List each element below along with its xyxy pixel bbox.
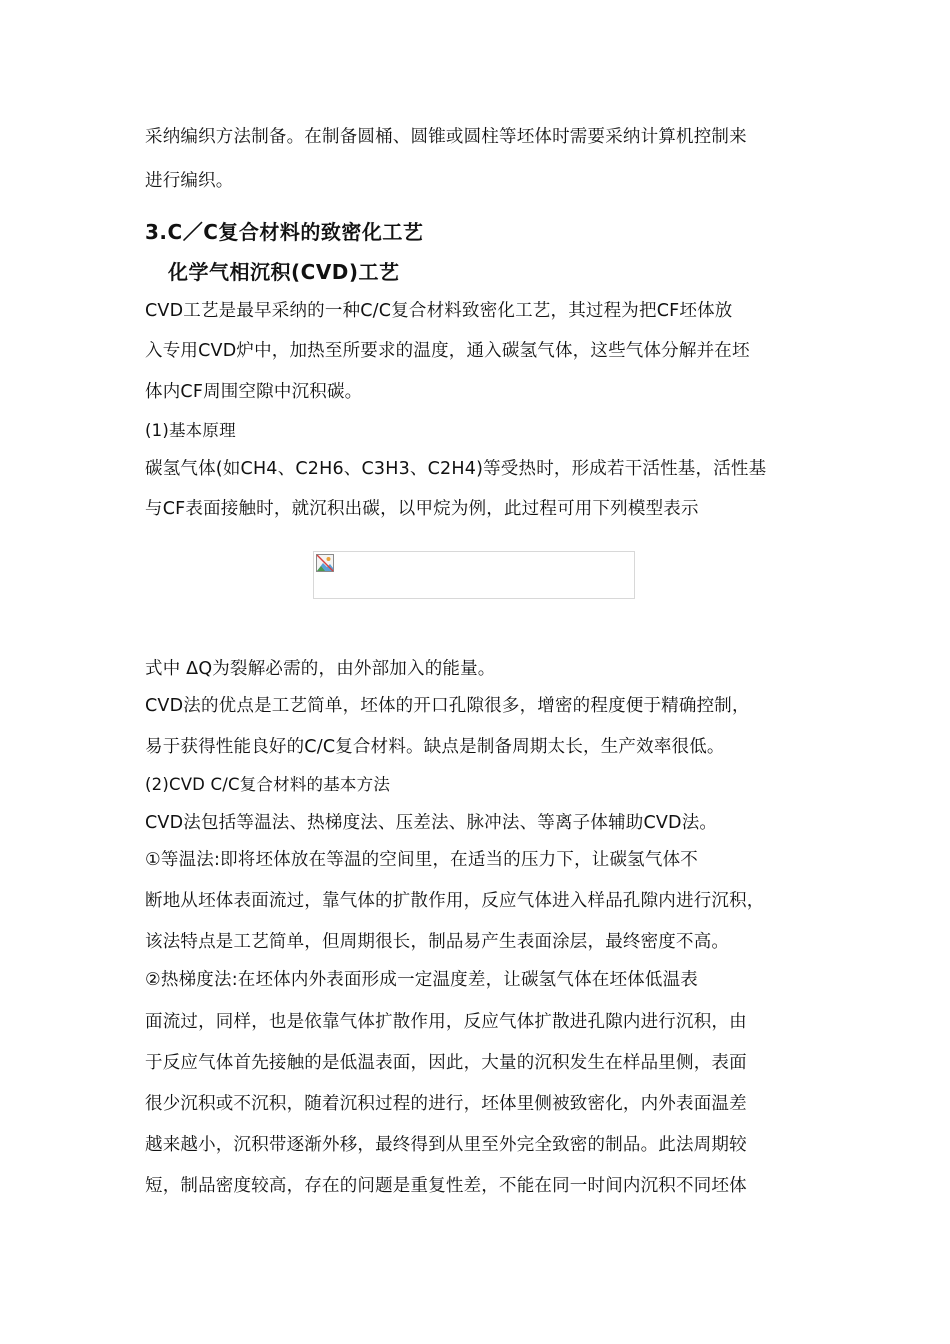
text-line: 与CF表面接触时，就沉积出碳，以甲烷为例，此过程可用下列模型表示 xyxy=(145,499,699,519)
text-line: 越来越小，沉积带逐渐外移，最终得到从里至外完全致密的制品。此法周期较 xyxy=(145,1135,747,1155)
text-line: 进行编织。 xyxy=(145,171,234,191)
text-line: 短，制品密度较高，存在的问题是重复性差，不能在同一时间内沉积不同坯体 xyxy=(145,1176,747,1196)
text-line: CVD工艺是最早采纳的一种C/C复合材料致密化工艺，其过程为把CF坯体放 xyxy=(145,301,733,321)
text-line: 很少沉积或不沉积，随着沉积过程的进行，坯体里侧被致密化，内外表面温差 xyxy=(145,1094,747,1114)
text-line: 入专用CVD炉中，加热至所要求的温度，通入碳氢气体，这些气体分解并在坯 xyxy=(145,341,750,361)
text-line: 采纳编织方法制备。在制备圆桶、圆锥或圆柱等坯体时需要采纳计算机控制来 xyxy=(145,127,747,147)
text-line: ②热梯度法:在坯体内外表面形成一定温度差，让碳氢气体在坯体低温表 xyxy=(145,970,698,990)
text-line: 该法特点是工艺简单，但周期很长，制品易产生表面涂层，最终密度不高。 xyxy=(145,932,730,952)
text-line: 断地从坯体表面流过，靠气体的扩散作用，反应气体进入样品孔隙内进行沉积， xyxy=(145,891,765,911)
text-line: 碳氢气体(如CH4、C2H6、C3H3、C2H4)等受热时，形成若干活性基，活性基 xyxy=(145,459,767,479)
text-line: ①等温法:即将坯体放在等温的空间里，在适当的压力下，让碳氢气体不 xyxy=(145,850,698,870)
subsection-label: (1)基本原理 xyxy=(145,421,236,440)
text-line: 于反应气体首先接触的是低温表面，因此，大量的沉积发生在样品里侧，表面 xyxy=(145,1053,747,1073)
section-heading: 3.C／C复合材料的致密化工艺 xyxy=(145,220,424,244)
text-line: 面流过，同样，也是依靠气体扩散作用，反应气体扩散进孔隙内进行沉积，由 xyxy=(145,1012,747,1032)
text-line: 式中 ΔQ为裂解必需的，由外部加入的能量。 xyxy=(145,659,496,679)
text-line: CVD法的优点是工艺简单，坯体的开口孔隙很多，增密的程度便于精确控制， xyxy=(145,696,750,716)
formula-image-placeholder xyxy=(313,551,635,599)
subsection-label: (2)CVD C/C复合材料的基本方法 xyxy=(145,775,391,794)
text-line: 体内CF周围空隙中沉积碳。 xyxy=(145,382,363,402)
text-line: CVD法包括等温法、热梯度法、压差法、脉冲法、等离子体辅助CVD法。 xyxy=(145,813,718,833)
broken-image-icon xyxy=(316,554,334,572)
text-line: 易于获得性能良好的C/C复合材料。缺点是制备周期太长，生产效率很低。 xyxy=(145,737,725,757)
subsection-heading: 化学气相沉积(CVD)工艺 xyxy=(168,260,400,284)
